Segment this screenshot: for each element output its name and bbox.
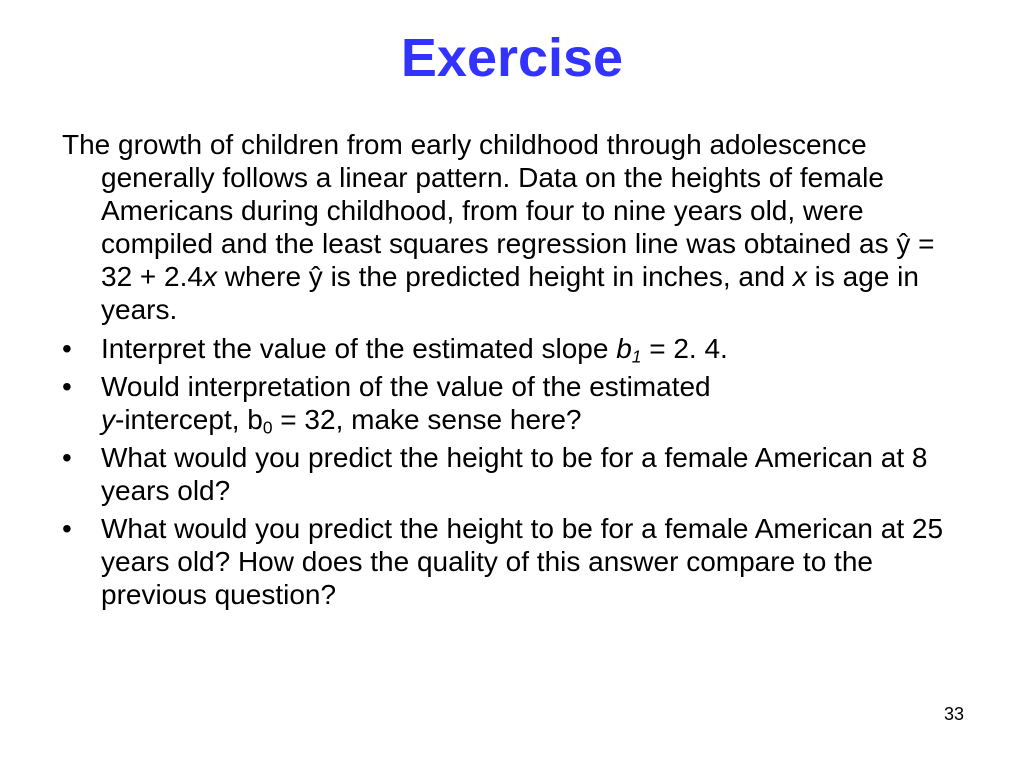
list-item [62, 332, 962, 365]
bullet-icon: • [62, 442, 72, 473]
variable-y: y [101, 404, 115, 435]
question-3-text: What would you predict the height to be for a female American at 8 years old? [101, 442, 928, 506]
intro-text-3: is age in years. [101, 261, 919, 325]
intro-text-2: where ŷ is the predicted height in inches, and [216, 261, 793, 292]
list-item [62, 441, 962, 507]
subscript: 1 [631, 346, 642, 367]
question-2-text-b: -intercept, b [115, 404, 263, 435]
slide-number: 33 [943, 704, 964, 724]
question-1-text-b: = 2. 4. [641, 333, 728, 364]
question-4-text: What would you predict the height to be for a female American at 25 years old? How does the quality of this answer compare to the previous question? [101, 513, 944, 610]
bullet-icon: • [62, 333, 72, 364]
variable-x: x [792, 261, 807, 292]
intro-paragraph [62, 128, 962, 326]
slide-title: Exercise [400, 28, 624, 88]
list-item [62, 370, 962, 436]
bullet-icon: • [62, 371, 72, 402]
subscript: 0 [262, 417, 273, 438]
bullet-icon: • [62, 513, 72, 544]
variable-b: b [616, 333, 632, 364]
question-1-text-a: Interpret the value of the estimated slope [101, 333, 617, 364]
list-item [62, 512, 962, 611]
question-2-text-a: Would interpretation of the value of the estimated [101, 371, 711, 402]
question-2-text-c: = 32, make sense here? [272, 404, 582, 435]
question-list [62, 332, 962, 611]
intro-text-1: The growth of children from early childhood through adolescence generally follows a linear pattern. Data on the heights of female Americans during childhood, from four to nine years old, were compiled and the least squares regression line was obtained as ŷ = 32 + 2.4 [62, 129, 935, 292]
variable-x: x [202, 261, 217, 292]
slide-body [62, 128, 962, 616]
